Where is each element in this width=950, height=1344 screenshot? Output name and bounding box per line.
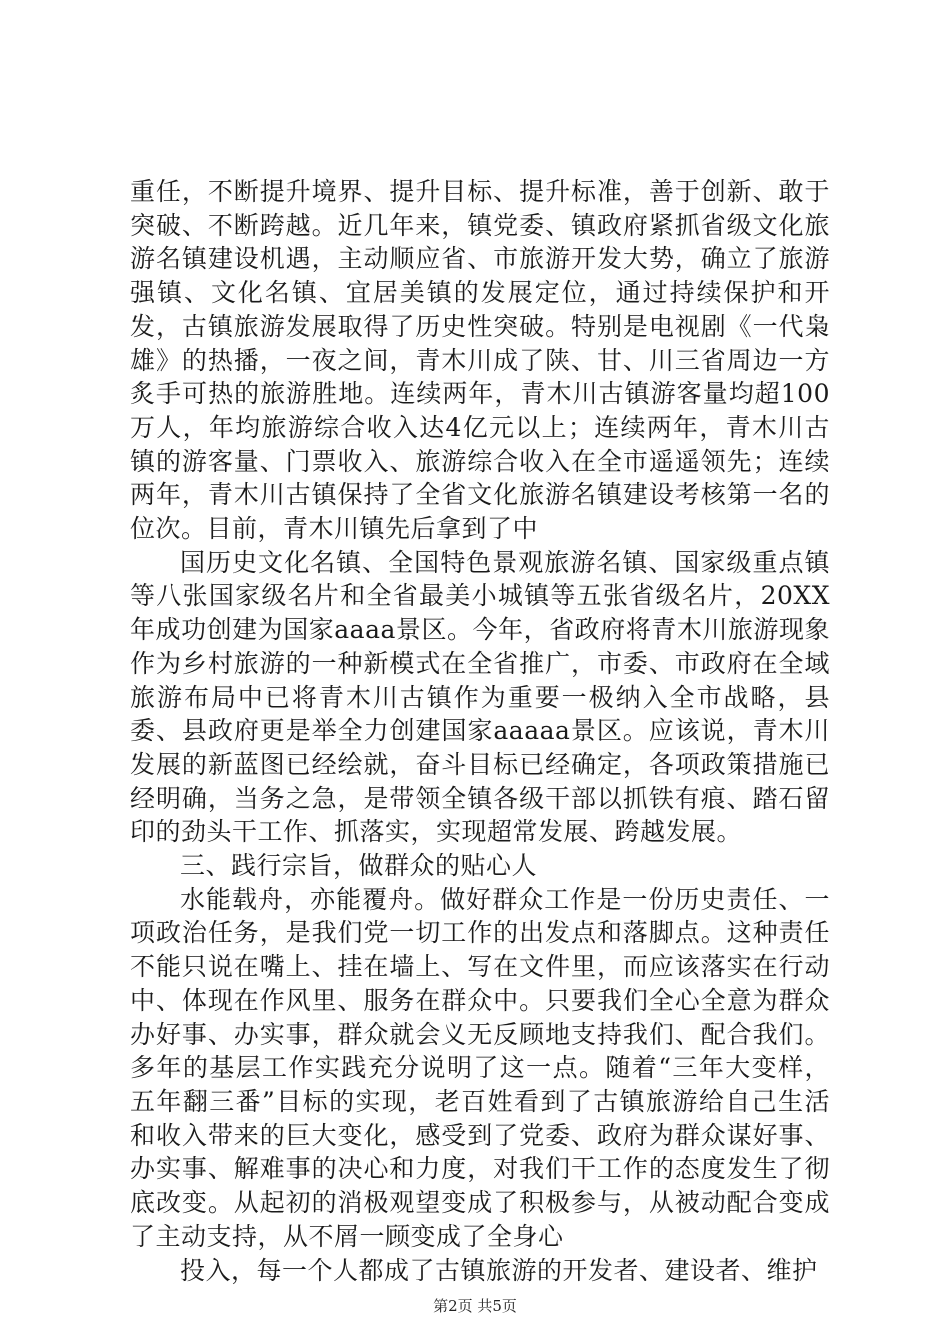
paragraph: 水能载舟，亦能覆舟。做好群众工作是一份历史责任、一项政治任务，是我们党一切工作的出发点和落脚点。这种责任不能只说在嘴上、挂在墙上、写在文件里，而应该落实在行动中、体现在作风里、服务在群众中。只要我们全心全意为群众办好事、办实事，群众就会义无反顾地支持我们、配合我们。多年的基层工作实践充分说明了这一点。随着“三年大变样，五年翻三番”目标的实现，老百姓看到了古镇旅游给自己生活和收入带来的巨大变化，感受到了党委、政府为群众谋好事、办实事、解难事的决心和力度，对我们干工作的态度发生了彻底改变。从起初的消极观望变成了积极参与，从被动配合变成了主动支持，从不屑一顾变成了全身心	[130, 884, 830, 1251]
paragraph: 国历史文化名镇、全国特色景观旅游名镇、国家级重点镇等八张国家级名片和全省最美小城镇等五张省级名片，20XX年成功创建为国家aaaa景区。今年，省政府将青木川旅游现象作为乡村旅游的一种新模式在全省推广，市委、市政府在全域旅游布局中已将青木川古镇作为重要一极纳入全市战略，县委、县政府更是举全力创建国家aaaaa景区。应该说，青木川发展的新蓝图已经绘就，奋斗目标已经确定，各项政策措施已经明确，当务之急，是带领全镇各级干部以抓铁有痕、踏石留印的劲头干工作、抓落实，实现超常发展、跨越发展。	[130, 547, 830, 847]
paragraph: 投入，每一个人都成了古镇旅游的开发者、建设者、维护	[180, 1255, 818, 1285]
page-number-footer: 第2页 共5页	[433, 1297, 517, 1315]
section-heading: 三、践行宗旨，做群众的贴心人	[180, 851, 538, 881]
document-body	[130, 175, 830, 1287]
paragraph-continuation: 重任，不断提升境界、提升目标、提升标准，善于创新、敢于突破、不断跨越。近几年来，镇党委、镇政府紧抓省级文化旅游名镇建设机遇，主动顺应省、市旅游开发大势，确立了旅游强镇、文化名镇、宜居美镇的发展定位，通过持续保护和开发，古镇旅游发展取得了历史性突破。特别是电视剧《一代枭雄》的热播，一夜之间，青木川成了陕、甘、川三省周边一方炙手可热的旅游胜地。连续两年，青木川古镇游客量均超100万人，年均旅游综合收入达4亿元以上；连续两年，青木川古镇的游客量、门票收入、旅游综合收入在全市遥遥领先；连续两年，青木川古镇保持了全省文化旅游名镇建设考核第一名的位次。目前，青木川镇先后拿到了中	[130, 177, 830, 544]
